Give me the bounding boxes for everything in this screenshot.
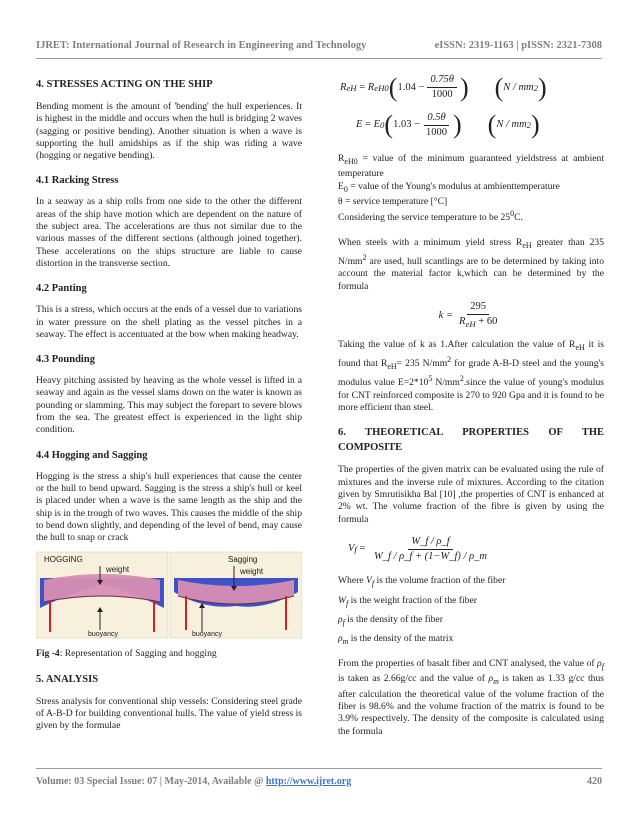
def2-sub: 0 <box>343 184 348 194</box>
final-text-3: is taken as 1.33 g/cc thus after calculation the theoretical value of the volume fraction of the fiber is 98.6% and the volume fraction of the matrix is found to be 3.9% respectively. The density of the composite is calculated using the formula <box>338 673 604 737</box>
def4-sup: 0 <box>510 209 515 219</box>
section-6-body: The properties of the given matrix can be evaluated using the rule of mixtures and the inverse rule of mixtures. According to the citation given by Smrutisikha Bal [10] ,the properties of CNT is enhanced at 2% wt. The volume fraction of the fibre is given by using the formula <box>338 464 604 525</box>
final-rhom-sym: ρ <box>488 673 494 685</box>
eq4-den: W_f / ρ_f + (1−W_f) / ρ_m <box>374 551 487 563</box>
k-text-3: = 235 N/mm <box>396 358 448 370</box>
definition-theta: θ = service temperature [°C] <box>338 195 448 207</box>
where-wf-sub: f <box>346 598 349 608</box>
eq2-num: 0.5θ <box>424 112 448 126</box>
steel-sup: 2 <box>362 252 367 262</box>
hogging-weight-label: weight <box>106 565 130 575</box>
figure-4-caption <box>36 648 302 660</box>
eq3-den-tail: + 60 <box>478 316 498 328</box>
where-rhof-sym: ρ <box>338 613 343 625</box>
section-4-3-body: Heavy pitching assisted by heaving as the whole vessel is lifted in a seaway and again as the vessel slams down on the water is known as pounding or slamming. This may subject the forepart to severe blows from the sea. The greatest effect is experienced in the light ship condition. <box>36 375 302 436</box>
section-6-title-line2: COMPOSITE <box>338 442 403 454</box>
left-column <box>36 78 302 745</box>
eq1-unit-sup: 2 <box>533 82 538 93</box>
steel-sub: eH <box>522 240 532 250</box>
section-4-2-body: This is a stress, which occurs at the ends of a vessel due to variations in water pressure on the shell plating as the vessel pitches in a seaway. The effect is accentuated at the bow when making headway. <box>36 304 302 340</box>
final-paragraph <box>338 658 604 738</box>
section-4-title: 4. STRESSES ACTING ON THE SHIP <box>36 79 213 90</box>
eq2-rhs-sub: 0 <box>380 120 385 131</box>
section-4-3-title: 4.3 Pounding <box>36 354 95 366</box>
equation-yield-stress: R eH = R eH0 ( 1.04 − $\frac{0.75\theta}{1000}$ ) ( N / mm 2 ) <box>340 72 547 102</box>
k-sup-2: 5 <box>428 374 433 384</box>
k-sup-3: 2 <box>459 374 464 384</box>
eq1-unit: N / mm <box>503 81 534 93</box>
eq4-lhs: V <box>348 543 355 555</box>
page-number: 420 <box>587 776 602 787</box>
figure-4-caption-text: : Representation of Sagging and hogging <box>59 648 217 660</box>
hogging-label: HOGGING <box>44 555 83 565</box>
where-rhof-sub: f <box>342 617 345 627</box>
eq1-const: 1.04 − <box>397 81 425 93</box>
final-rhof-sub: f <box>601 662 604 672</box>
eq2-rhs: E <box>373 119 381 131</box>
definition-reh0 <box>338 153 604 181</box>
eq3-den: R <box>459 316 466 328</box>
section-4-2-title: 4.2 Panting <box>36 283 87 295</box>
section-4-body: Bending moment is the amount of 'bending' the hull experiences. It is highest in the middle and occurs when the hull is bridging 2 waves (sagging or positive bending). Another situation is when a wave is supporting the hull amidships as if the ship was riding a wave (hogging or negative bending). <box>36 101 302 162</box>
where-rhof-text: is the density of the fiber <box>344 613 443 625</box>
steel-text-1: When steels with a minimum yield stress R <box>338 236 523 248</box>
eq1-rhs-sub: eH0 <box>374 82 389 93</box>
right-column <box>338 74 604 750</box>
eq2-unit: N / mm <box>496 119 527 131</box>
eq4-num: W_f / ρ_f <box>408 536 452 550</box>
def4-text: Considering the service temperature to be 25 <box>338 212 511 224</box>
def1-text: = value of the minimum guaranteed yieldstress at ambient temperature <box>338 153 604 180</box>
where-rhom-sym: ρ <box>338 633 343 644</box>
equation-material-factor <box>338 301 604 331</box>
where-wf-sym: W <box>338 594 346 606</box>
where-rhom-sub: m <box>342 636 349 646</box>
equation-youngs-modulus: E = E 0 ( 1.03 − $\frac{0.5\theta}{1000}$ ) ( N / mm 2 ) <box>356 110 540 140</box>
journal-link[interactable]: http://www.ijret.org <box>265 776 352 787</box>
sagging-buoyancy-label: buoyancy <box>192 631 222 639</box>
k-sup-1: 2 <box>447 354 452 364</box>
footer-volume-text: Volume: 03 Special Issue: 07 | May-2014, Available @ <box>36 776 264 787</box>
k-sub-1: eH <box>575 342 585 352</box>
k-value-paragraph <box>338 339 604 415</box>
def2-text: = value of the Young's modulus at ambienttemperature <box>347 180 560 192</box>
where-rhof <box>338 614 604 629</box>
section-4-1-body: In a seaway as a ship rolls from one side to the other the different areas of the ship have motion which are dependent on the nature of the subject area. The accelerations are thus not similar due to the various masses of the different sections (although joined together). These accelerations on the ships structure are liable to cause distortion in the transverse section. <box>36 196 302 269</box>
def1-sym: R <box>338 153 345 165</box>
where-rhom-text: is the density of the matrix <box>348 633 454 644</box>
section-4-4-body: Hogging is the stress a ship's hull experiences that cause the center or the hull to bend upward. Sagging is the stress a ship's hull or keel is placed under when a wave is the same length as the ship and the ship is in the trough of two waves. This causes the middle of the ship to bend down slightly, and depending of the level of bend, may cause the hull to snap or crack <box>36 470 302 544</box>
where-wf-text: is the weight fraction of the fiber <box>348 594 477 606</box>
footer-rule <box>36 768 602 769</box>
eq2-const: 1.03 − <box>393 119 420 131</box>
final-rhom-sub: m <box>493 677 499 687</box>
eq3-num: 295 <box>467 301 489 315</box>
running-header <box>36 40 602 51</box>
service-temperature <box>338 208 604 224</box>
section-6-title: 6. THEORETICAL PROPERTIES OF THE <box>338 427 604 439</box>
journal-title: IJRET: International Journal of Research in Engineering and Technology <box>36 40 367 51</box>
eq2-unit-sup: 2 <box>526 120 532 131</box>
figure-4 <box>36 550 302 640</box>
def4-unit: C. <box>514 212 523 224</box>
where-rhom <box>338 633 604 648</box>
eq4-lhs-sub: f <box>354 544 357 555</box>
def2-sym: E <box>338 180 344 192</box>
final-rhof-sym: ρ <box>597 658 602 670</box>
eq1-num: 0.75θ <box>427 74 457 88</box>
where-wf <box>338 595 604 610</box>
figure-4-caption-label: Fig -4 <box>36 648 60 660</box>
where-vf-sub: f <box>371 579 375 589</box>
running-footer <box>36 776 602 787</box>
eq1-rhs: R <box>367 81 375 93</box>
footer-volume <box>36 776 351 787</box>
section-5-body: Stress analysis for conventional ship vessels: Considering steel grade of A-B-D for building conventional hulls. The value of yield stress is given by the formulae <box>36 695 302 732</box>
definition-e0 <box>338 181 604 196</box>
k-text-6: .since the value of young's modulus for CNT reinforced composite is 270 to 920 Gpa and it is found to be more efficient than steel. <box>338 377 604 414</box>
hogging-buoyancy-label: buoyancy <box>88 631 118 639</box>
header-rule <box>36 58 602 59</box>
sagging-label: Sagging <box>228 555 258 565</box>
eq3-lhs: k = <box>438 309 454 321</box>
section-5-title: 5. ANALYSIS <box>36 673 99 685</box>
k-sub-2: eH <box>387 361 397 371</box>
equation-volume-fraction: V f = $\frac{W\_f / \rho\_f}{W\_f / \rho\_f + (1-W\_f) / \rho\_m}$ <box>348 536 604 564</box>
steel-text-3: are used, hull scantlings are to be determined by taking into account the material factor k,which can be determined by the formula <box>338 256 604 292</box>
eq1-lhs: R <box>340 81 347 93</box>
k-text-5: N/mm <box>432 377 460 389</box>
eq2-lhs: E <box>356 119 363 131</box>
eq1-den: 1000 <box>431 89 453 101</box>
section-4-1-title: 4.1 Racking Stress <box>36 175 119 187</box>
final-text-1: From the properties of basalt fiber and CNT analysed, the value of <box>338 658 595 670</box>
steel-paragraph <box>338 237 604 293</box>
final-text-2: is taken as 2.66g/cc and the value of <box>338 673 485 685</box>
issn: eISSN: 2319-1163 | pISSN: 2321-7308 <box>434 40 602 51</box>
section-4-4-title: 4.4 Hogging and Sagging <box>36 449 148 461</box>
sagging-weight-label: weight <box>240 567 264 577</box>
hogging-sagging-diagram <box>36 550 302 640</box>
steel-text-2: greater than 235 N/mm <box>338 236 604 268</box>
where-vf-text: is the volume fraction of the fiber <box>374 575 506 587</box>
k-text-1: Taking the value of k as 1.After calculation the value of R <box>338 338 576 350</box>
eq1-lhs-sub: eH <box>346 82 357 93</box>
eq2-den: 1000 <box>425 126 447 138</box>
k-text-4: for grade A-B-D steel and the young's modulus value E=2*10 <box>338 358 604 389</box>
k-text-2: it is found that R <box>338 338 604 370</box>
eq3-den-sub: eH <box>465 319 476 330</box>
def1-sub: eH0 <box>344 157 358 167</box>
where-vf <box>338 575 604 590</box>
where-intro: Where <box>338 575 364 587</box>
where-vf-sym: V <box>365 575 372 587</box>
